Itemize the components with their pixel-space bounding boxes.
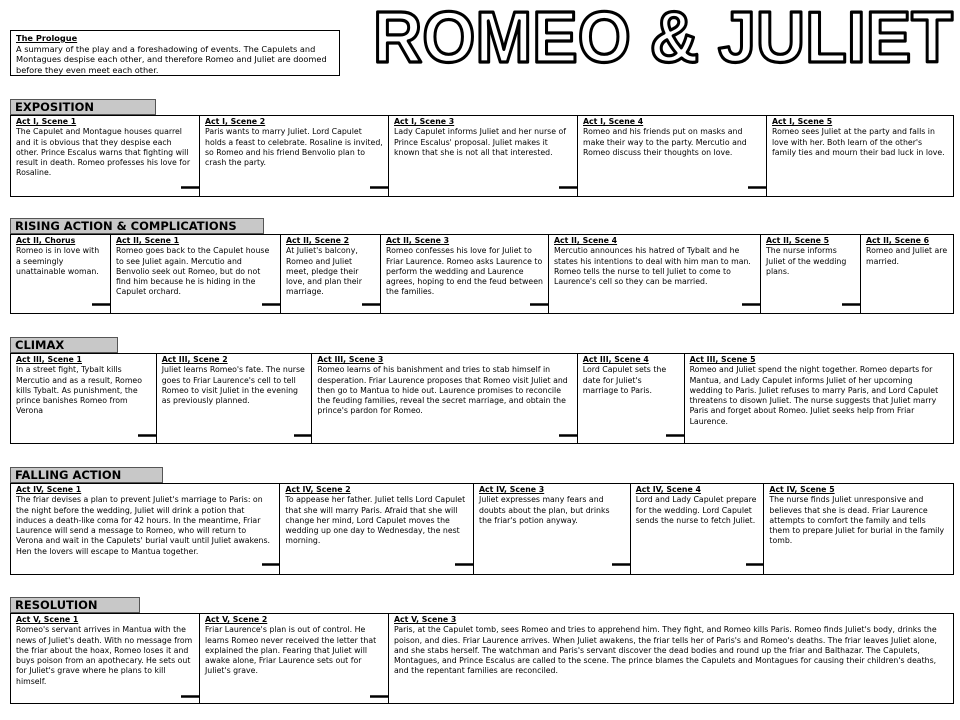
scene-cell: [200, 614, 389, 703]
scene-title: Act I, Scene 4: [583, 117, 644, 126]
scene-cell: [111, 235, 281, 313]
scene-text: The nurse informs Juliet of the wedding plans.: [766, 246, 847, 276]
scene-text: Romeo and Juliet are married.: [866, 246, 948, 266]
scene-title: Act V, Scene 1: [16, 615, 79, 624]
scene-title: Act V, Scene 2: [205, 615, 268, 624]
scene-cell: [157, 354, 313, 443]
section-heading-falling-action: FALLING ACTION: [10, 467, 163, 483]
scene-cell: [389, 614, 953, 703]
section-heading-rising-action: RISING ACTION & COMPLICATIONS: [10, 218, 264, 234]
scene-title: Act III, Scene 4: [582, 355, 649, 364]
scene-text: Romeo goes back to the Capulet house to see Juliet again. Mercutio and Benvolio seek out Romeo, but do not find him because he is hiding in the Capulet orchard.: [116, 246, 270, 297]
section-row-exposition: [10, 115, 954, 197]
scene-text: Romeo confesses his love for Juliet to Friar Laurence. Romeo asks Laurence to perform the wedding and Laurence agrees, hoping to end the feud between the families.: [386, 246, 543, 297]
scene-title: Act I, Scene 1: [16, 117, 77, 126]
scene-text: Lord Capulet sets the date for Juliet's marriage to Paris.: [582, 365, 667, 395]
scene-title: Act II, Scene 5: [766, 236, 830, 245]
arrow-icon: [529, 299, 549, 310]
scene-text: The Capulet and Montague houses quarrel and it is obvious that they despise each other. Prince Escalus warns that fighting will result in death. Romeo professes his love for Rosaline.: [16, 127, 191, 178]
scene-cell: [281, 235, 381, 313]
scene-cell: [685, 354, 953, 443]
arrow-icon: [91, 299, 111, 310]
arrow-icon: [611, 559, 631, 570]
prologue-title: The Prologue: [16, 33, 78, 43]
scene-text: Romeo sees Juliet at the party and falls in love with her. Both learn of the other's family ties and mourn their bad luck in love.: [772, 127, 945, 157]
arrow-icon: [558, 182, 578, 193]
scene-cell: [549, 235, 761, 313]
scene-title: Act II, Scene 2: [286, 236, 350, 245]
scene-text: Lord and Lady Capulet prepare for the wedding. Lord Capulet sends the nurse to fetch Juliet.: [635, 495, 757, 525]
scene-text: Juliet learns Romeo's fate. The nurse goes to Friar Laurence's cell to tell Romeo to visit Juliet in the evening as previously planned.: [161, 365, 305, 406]
scene-cell: [11, 235, 111, 313]
scene-title: Act IV, Scene 3: [479, 485, 545, 494]
scene-title: Act III, Scene 3: [317, 355, 384, 364]
page-title: [370, 4, 956, 72]
scene-text: Friar Laurence's plan is out of control. He learns Romeo never received the letter that explained the plan. Fearing that Juliet will awake alone, Friar Laurence sets out for Juliet's grave.: [205, 625, 377, 676]
scene-text: Lady Capulet informs Juliet and her nurse of Prince Escalus' proposal. Juliet makes it known that she is not all that interested.: [394, 127, 567, 157]
prologue-text: A summary of the play and a foreshadowing of events. The Capulets and Montagues despise each other, and therefore Romeo and Juliet are doomed before they even meet each other.: [16, 43, 327, 75]
arrow-icon: [361, 299, 381, 310]
scene-cell: [764, 484, 953, 574]
scene-title: Act II, Chorus: [16, 236, 76, 245]
arrow-icon: [558, 430, 577, 441]
scene-cell: [631, 484, 765, 574]
section-heading-exposition: EXPOSITION: [10, 99, 156, 115]
scene-title: Act IV, Scene 2: [285, 485, 351, 494]
scene-cell: [11, 614, 200, 703]
arrow-icon: [137, 430, 157, 441]
scene-text: Paris, at the Capulet tomb, sees Romeo and tries to apprehend him. They fight, and Romeo kills Paris. Romeo finds Juliet's body, drinks the poison, and dies. Friar Laurence arrives. When Juliet awakens, the friar tells her of Paris's and Romeo's deaths. The friar leaves Juliet alone, and she stabs herself. The watchman and Paris's servant discover the dead bodies and round up the friar and Balthazar. The Capulets, Montagues, and Prince Escalus are called to the scene. The prince blames the Capulets and Montagues for causing their children's deaths, and the repentant families are reconciled.: [394, 625, 937, 676]
scene-title: Act I, Scene 2: [205, 117, 266, 126]
arrow-icon: [745, 559, 765, 570]
scene-title: Act V, Scene 3: [394, 615, 457, 624]
scene-cell: [280, 484, 474, 574]
scene-title: Act II, Scene 4: [554, 236, 618, 245]
section-heading-resolution: RESOLUTION: [10, 597, 140, 613]
prologue-box: [10, 30, 340, 76]
arrow-icon: [261, 299, 281, 310]
arrow-icon: [180, 691, 200, 702]
scene-cell: [11, 484, 280, 574]
arrow-icon: [454, 559, 474, 570]
title-text: ROMEO & JULIET: [373, 4, 954, 72]
arrow-icon: [369, 182, 389, 193]
scene-text: Romeo and Juliet spend the night together. Romeo departs for Mantua, and Lady Capulet informs Juliet of her upcoming wedding to Paris. Juliet refuses to marry Paris, and Lord Capulet threatens to disown Juliet. The nurse suggests that Juliet marry Paris and forget about Romeo. Juliet seeks help from Friar Laurence.: [689, 365, 939, 426]
scene-title: Act II, Scene 6: [866, 236, 930, 245]
scene-cell: [11, 354, 157, 443]
scene-title: Act IV, Scene 1: [16, 485, 82, 494]
scene-text: To appease her father. Juliet tells Lord Capulet that she will marry Paris. Afraid that she will change her mind, Lord Capulet moves the wedding up one day to Wednesday, the nest morning.: [285, 495, 466, 546]
scene-cell: [200, 116, 389, 196]
scene-cell: [578, 116, 767, 196]
scene-text: Paris wants to marry Juliet. Lord Capulet holds a feast to celebrate. Rosaline is invited, so Romeo and his friend Benvolio plan to crash the party.: [205, 127, 383, 168]
scene-title: Act I, Scene 5: [772, 117, 833, 126]
scene-text: The nurse finds Juliet unresponsive and believes that she is dead. Friar Laurence attempts to comfort the family and tells them to prepare Juliet for burial in the family tomb.: [769, 495, 945, 546]
scene-text: Romeo learns of his banishment and tries to stab himself in desperation. Friar Laurence proposes that Romeo visit Juliet and then go to Mantua to hide out. Laurence promises to reconcile the feuding families, reveal the secret marriage, and obtain the prince's pardon for Romeo.: [317, 365, 568, 416]
scene-cell: [381, 235, 549, 313]
section-row-rising-action: [10, 234, 954, 314]
arrow-icon: [369, 691, 389, 702]
scene-cell: [767, 116, 953, 196]
scene-cell: [761, 235, 861, 313]
scene-text: Romeo is in love with a seemingly unattainable woman.: [16, 246, 100, 276]
section-row-falling-action: [10, 483, 954, 575]
arrow-icon: [665, 430, 685, 441]
scene-text: The friar devises a plan to prevent Juliet's marriage to Paris: on the night before the wedding, Juliet will drink a potion that induces a death-like coma for 42 hours. In the meantime, Friar Laurence will send a message to Romeo, who will return to Verona and wait in the Capulets' burial vault until Juliet awakens. Hen the lovers will escape to Mantua together.: [16, 495, 271, 556]
scene-title: Act I, Scene 3: [394, 117, 455, 126]
scene-text: At Juliet's balcony, Romeo and Juliet meet, pledge their love, and plan their marriage.: [286, 246, 362, 297]
scene-title: Act III, Scene 5: [689, 355, 756, 364]
scene-title: Act IV, Scene 5: [769, 485, 835, 494]
scene-cell: [474, 484, 631, 574]
scene-title: Act III, Scene 1: [16, 355, 82, 364]
arrow-icon: [293, 430, 313, 441]
scene-title: Act II, Scene 3: [386, 236, 450, 245]
section-heading-climax: CLIMAX: [10, 337, 118, 353]
scene-text: Juliet expresses many fears and doubts about the plan, but drinks the friar's potion anyway.: [479, 495, 610, 525]
scene-cell: [578, 354, 685, 443]
scene-cell: [389, 116, 578, 196]
scene-title: Act II, Scene 1: [116, 236, 180, 245]
scene-text: Romeo's servant arrives in Mantua with the news of Juliet's death. With no message from the friar about the hoax, Romeo loses it and buys poison from an apothecary. He sets out for Juliet's grave where he plans to kill himself.: [16, 625, 193, 686]
arrow-icon: [841, 299, 861, 310]
arrow-icon: [261, 559, 280, 570]
scene-cell: [861, 235, 953, 313]
arrow-icon: [747, 182, 767, 193]
scene-title: Act III, Scene 2: [161, 355, 228, 364]
scene-text: Romeo and his friends put on masks and make their way to the party. Mercutio and Romeo discuss their thoughts on love.: [583, 127, 747, 157]
scene-cell: [11, 116, 200, 196]
section-row-resolution: [10, 613, 954, 704]
scene-text: In a street fight, Tybalt kills Mercutio and as a result, Romeo kills Tybalt. As punishment, the prince banishes Romeo from Verona: [16, 365, 142, 416]
arrow-icon: [180, 182, 200, 193]
scene-title: Act IV, Scene 4: [635, 485, 701, 494]
scene-cell: [312, 354, 577, 443]
arrow-icon: [741, 299, 761, 310]
scene-text: Mercutio announces his hatred of Tybalt and he states his intentions to deal with him man to man. Romeo tells the nurse to tell Juliet to come to Laurence's cell so they can be married.: [554, 246, 751, 287]
section-row-climax: [10, 353, 954, 444]
